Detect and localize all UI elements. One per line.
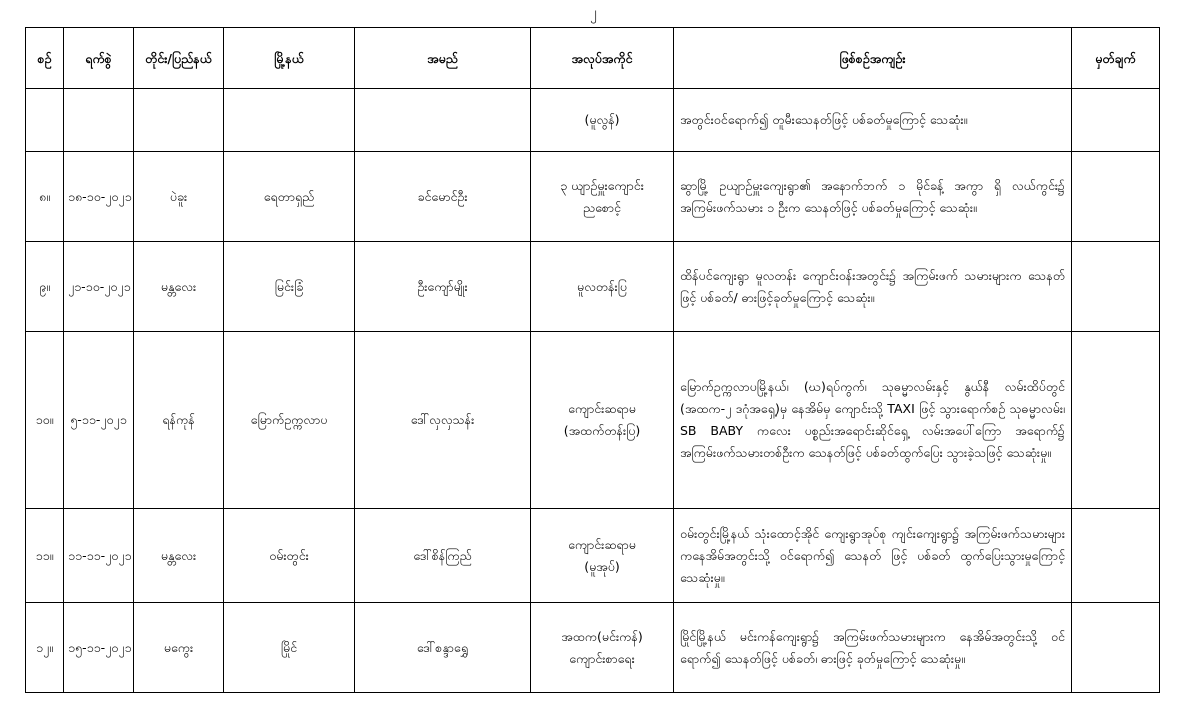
cell-name: ဒေါ်စိန်ကြည်: [355, 509, 531, 603]
table-row: [26, 332, 1160, 509]
cell-name: ဒေါ်လှလှသန်း: [355, 332, 531, 509]
cell-remarks: [1072, 603, 1160, 693]
cell-description: မြောက်ဥက္ကလာပမြို့နယ်၊ (ဃ)ရပ်ကွက်၊ သုဓမ္မာလမ်းနှင့် နွယ်နီ လမ်းထိပ်တွင် (အထက-၂ ဒဂုံအရှေ့)မှ နေအိမ်မှ ကျောင်းသို့ TAXI ဖြင့် သွားရောက်စဉ် သုဓမ္မာလမ်း၊ SB BABY ကလေး ပစ္စည်းအရောင်းဆိုင်ရှေ့ လမ်းအပေါ်ကြော အရောက်၌ အကြမ်းဖက်သမားတစ်ဦးက သေနတ်ဖြင့် ပစ်ခတ်ထွက်ပြေး သွားခဲ့သဖြင့် သေဆုံးမှု။: [674, 332, 1072, 509]
table-row: [26, 242, 1160, 332]
occupation-line: ညစောင့်: [583, 199, 621, 215]
page-number: ၂: [590, 5, 597, 21]
occupation-line: ၃ ယျာဉ်မှူးကျောင်း: [560, 177, 644, 193]
header-name: အမည်: [355, 28, 531, 89]
cell-remarks: [1072, 89, 1160, 152]
cell-serial: ၉။: [26, 242, 64, 332]
occupation-line: မူလတန်းပြ: [577, 278, 627, 294]
cell-region: မန္တလေး: [134, 509, 224, 603]
cell-serial: [26, 89, 64, 152]
cell-date: ၁၁-၁၁-၂၀၂၁: [64, 509, 134, 603]
cell-region: [134, 89, 224, 152]
header-township: မြို့နယ်: [224, 28, 355, 89]
cell-remarks: [1072, 242, 1160, 332]
cell-region: ပဲခူး: [134, 152, 224, 242]
cell-occupation: [531, 603, 674, 693]
cell-description: ဆွာမြို့ ဥယျာဉ်မှူးကျေးရွာ၏ အနောက်ဘက် ၁ မိုင်ခန့် အကွာ ရှိ လယ်ကွင်း၌ အကြမ်းဖက်သမား ၁ ဦးက သေနတ်ဖြင့် ပစ်ခတ်မှုကြောင့် သေဆုံး။: [674, 152, 1072, 242]
cell-serial: ၁၂။: [26, 603, 64, 693]
cell-occupation: [531, 152, 674, 242]
cell-description: ထိန်ပင်ကျေးရွာ မူလတန်း ကျောင်းဝန်းအတွင်း၌ အကြမ်းဖက် သမားများက သေနတ်ဖြင့် ပစ်ခတ်/ ဓားဖြင့်ခုတ်မှုကြောင့် သေဆုံး။: [674, 242, 1072, 332]
cell-name: ခင်မောင်ဦး: [355, 152, 531, 242]
header-description: ဖြစ်စဉ်အကျဉ်း: [674, 28, 1072, 89]
cell-occupation: [531, 242, 674, 332]
header-remarks: မှတ်ချက်: [1072, 28, 1160, 89]
cell-date: ၁၅-၁၁-၂၀၂၁: [64, 603, 134, 693]
cell-township: မြောက်ဥက္ကလာပ: [224, 332, 355, 509]
table-row: [26, 89, 1160, 152]
cell-serial: ၁၀။: [26, 332, 64, 509]
header-date: ရက်စွဲ: [64, 28, 134, 89]
occupation-line: (အထက်တန်းပြ): [563, 423, 641, 438]
header-occupation: အလုပ်အကိုင်: [531, 28, 674, 89]
cell-name: [355, 89, 531, 152]
cell-township: မြိုင်: [224, 603, 355, 693]
cell-serial: ၁၁။: [26, 509, 64, 603]
cell-remarks: [1072, 152, 1160, 242]
occupation-line: ကျောင်းဆရာမ: [568, 401, 636, 416]
cell-township: ရေတာရှည်: [224, 152, 355, 242]
occupation-line: ကျောင်းစာရေး: [569, 650, 635, 666]
header-region: တိုင်း/ပြည်နယ်: [134, 28, 224, 89]
cell-date: ၂၁-၁၀-၂၀၂၁: [64, 242, 134, 332]
cell-date: ၁၈-၁၀-၂၀၂၁: [64, 152, 134, 242]
occupation-line: အထက(မင်းကန်): [561, 628, 643, 644]
incident-table: [25, 27, 1160, 693]
occupation-line: (မူအုပ်): [584, 558, 620, 574]
cell-occupation: [531, 332, 674, 509]
cell-region: မန္တလေး: [134, 242, 224, 332]
occupation-line: ကျောင်းဆရာမ: [568, 536, 636, 552]
occupation-line: (မူလွန်): [584, 112, 620, 127]
cell-name: ဒေါ်စန္ဒာရွှေ: [355, 603, 531, 693]
table-row: [26, 509, 1160, 603]
cell-date: [64, 89, 134, 152]
cell-remarks: [1072, 332, 1160, 509]
cell-date: ၅-၁၁-၂၀၂၁: [64, 332, 134, 509]
cell-description: မြိုင်မြို့နယ် မင်းကန်ကျေးရွာ၌ အကြမ်းဖက်သမားများက နေအိမ်အတွင်းသို့ ဝင်ရောက်၍ သေနတ်ဖြင့် ပစ်ခတ်၊ ဓားဖြင့် ခုတ်မှုကြောင့် သေဆုံးမှု။: [674, 603, 1072, 693]
cell-region: မကွေး: [134, 603, 224, 693]
table-header-row: [26, 28, 1160, 89]
cell-remarks: [1072, 509, 1160, 603]
cell-description: ဝမ်းတွင်းမြို့နယ် သုံးထောင့်အိုင် ကျေးရွာအုပ်စု ကျင်းကျေးရွာ၌ အကြမ်းဖက်သမားများကနေအိမ်အတွင်းသို့ ဝင်ရောက်၍ သေနတ် ဖြင့် ပစ်ခတ် ထွက်ပြေးသွားမှုကြောင့် သေဆုံးမှု။: [674, 509, 1072, 603]
cell-township: [224, 89, 355, 152]
cell-occupation: [531, 509, 674, 603]
cell-township: မြင်းခြံ: [224, 242, 355, 332]
table-row: [26, 603, 1160, 693]
cell-region: ရန်ကုန်: [134, 332, 224, 509]
table-row: [26, 152, 1160, 242]
header-serial: စဉ်: [26, 28, 64, 89]
cell-name: ဦးကျော်မျိုး: [355, 242, 531, 332]
cell-township: ဝမ်းတွင်း: [224, 509, 355, 603]
cell-occupation: [531, 89, 674, 152]
cell-serial: ၈။: [26, 152, 64, 242]
cell-description: အတွင်းဝင်ရောက်၍ တူမီးသေနတ်ဖြင့် ပစ်ခတ်မှုကြောင့် သေဆုံး။: [674, 89, 1072, 152]
